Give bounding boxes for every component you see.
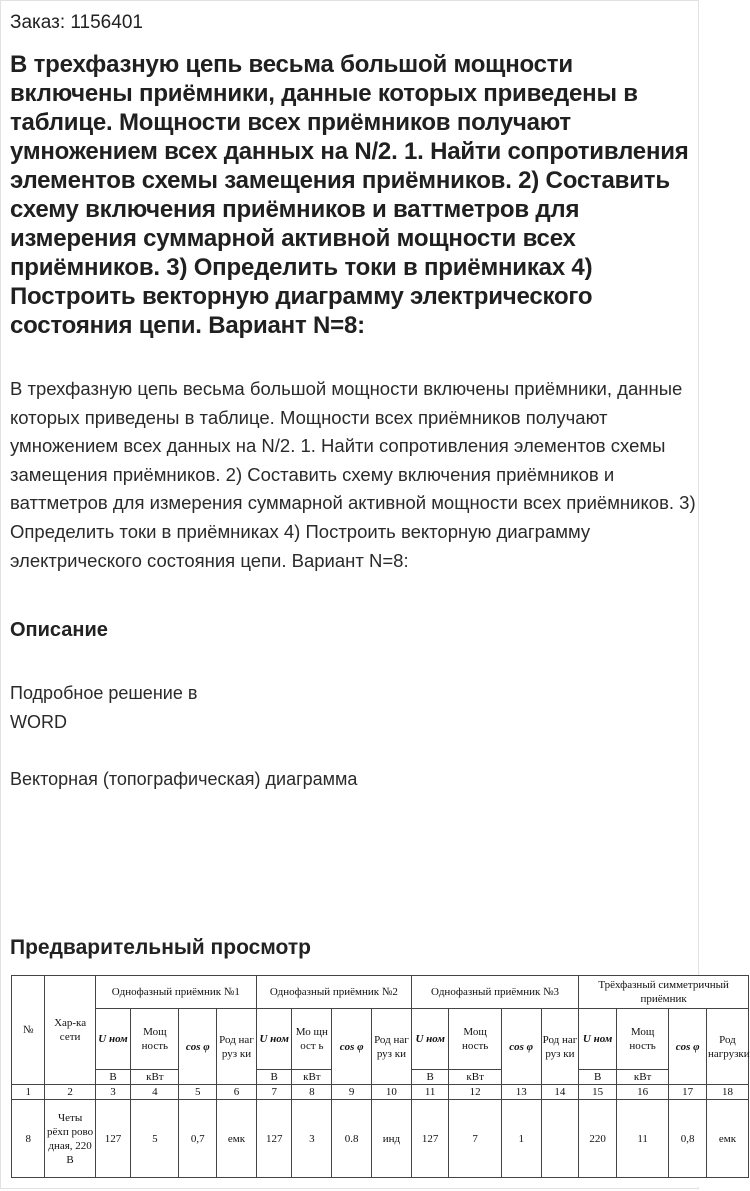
column-number: 17 <box>669 1085 707 1100</box>
header-voltage: U ном <box>411 1009 449 1070</box>
description-line: Векторная (топографическая) диаграмма <box>10 769 358 789</box>
order-number: Заказ: 1156401 <box>10 12 143 33</box>
column-number: 10 <box>372 1085 412 1100</box>
column-number: 2 <box>45 1085 95 1100</box>
task-text: В трехфазную цепь весьма большой мощности включены приёмники, данные которых приведены в таблице. Мощности всех приёмников получают умножением всех данных на N/2. 1. Найти сопротивления элементов схемы замещения приёмников. 2) Составить схему включения приёмников и ваттметров для измерения суммарной активной мощности всех приёмников. 3) Определить токи в приёмниках 4) Построить векторную диаграмму электрического состояния цепи. Вариант N=8: <box>10 378 696 571</box>
column-number: 7 <box>256 1085 292 1100</box>
group-header: Однофазный приёмник №3 <box>411 976 578 1009</box>
task-heading: В трехфазную цепь весьма большой мощности включены приёмники, данные которых приведены в таблице. Мощности всех приёмников получают умножением всех данных на N/2. 1. Найти сопротивления элементов схемы замещения приёмников. 2) Составить схему включения приёмников и ваттметров для измерения суммарной активной мощности всех приёмников. 3) Определить токи в приёмниках 4) Построить векторную диаграмму электрического состояния цепи. Вариант N=8: <box>10 51 689 339</box>
preview-title: Предварительный просмотр <box>10 936 311 959</box>
description-line: Подробное решение в <box>10 683 198 703</box>
unit-volt: В <box>579 1070 617 1085</box>
table-cell: 5 <box>131 1100 179 1178</box>
header-cosphi: cos φ <box>179 1009 217 1085</box>
unit-volt: В <box>411 1070 449 1085</box>
header-voltage: U ном <box>256 1009 292 1070</box>
header-voltage: U ном <box>579 1009 617 1070</box>
group-header: Однофазный приёмник №2 <box>256 976 411 1009</box>
table-cell: Четы рёхп рово дная, 220 В <box>45 1100 95 1178</box>
unit-kw: кВт <box>292 1070 332 1085</box>
column-number: 1 <box>12 1085 45 1100</box>
column-number: 5 <box>179 1085 217 1100</box>
table-row <box>12 1100 749 1178</box>
column-number: 3 <box>95 1085 131 1100</box>
table-cell: емк <box>706 1100 748 1178</box>
group-header: Трёхфазный симметричный приёмник <box>579 976 749 1009</box>
group-header: Однофазный приёмник №1 <box>95 976 256 1009</box>
column-number: 13 <box>501 1085 541 1100</box>
column-number: 11 <box>411 1085 449 1100</box>
table-cell: 127 <box>411 1100 449 1178</box>
table-cell: 0,8 <box>669 1100 707 1178</box>
unit-volt: В <box>95 1070 131 1085</box>
column-number: 6 <box>217 1085 257 1100</box>
preview-image <box>11 975 750 1187</box>
description-line: WORD <box>10 712 67 732</box>
header-cosphi: cos φ <box>669 1009 707 1085</box>
header-number: № <box>12 976 45 1085</box>
table-cell: 0,7 <box>179 1100 217 1178</box>
description-title: Описание <box>10 619 108 641</box>
variant-table <box>11 975 749 1178</box>
header-voltage: U ном <box>95 1009 131 1070</box>
table-cell: 11 <box>616 1100 668 1178</box>
table-cell: 7 <box>449 1100 501 1178</box>
table-cell: 127 <box>95 1100 131 1178</box>
header-load-type: Род нагрузки <box>706 1009 748 1085</box>
unit-volt: В <box>256 1070 292 1085</box>
unit-kw: кВт <box>131 1070 179 1085</box>
column-number: 16 <box>616 1085 668 1100</box>
table-cell: 1 <box>501 1100 541 1178</box>
table-cell <box>541 1100 579 1178</box>
header-power: Мо щн ост ь <box>292 1009 332 1070</box>
table-cell: емк <box>217 1100 257 1178</box>
column-number: 12 <box>449 1085 501 1100</box>
table-cell: инд <box>372 1100 412 1178</box>
header-cosphi: cos φ <box>501 1009 541 1085</box>
header-power: Мощ ность <box>616 1009 668 1070</box>
header-load-type: Род наг руз ки <box>541 1009 579 1085</box>
header-power: Мощ ность <box>449 1009 501 1070</box>
column-number: 4 <box>131 1085 179 1100</box>
column-number: 15 <box>579 1085 617 1100</box>
table-cell: 127 <box>256 1100 292 1178</box>
header-cosphi: cos φ <box>332 1009 372 1085</box>
header-load-type: Род наг руз ки <box>217 1009 257 1085</box>
table-cell: 8 <box>12 1100 45 1178</box>
header-load-type: Род наг руз ки <box>372 1009 412 1085</box>
unit-kw: кВт <box>616 1070 668 1085</box>
header-power: Мощ ность <box>131 1009 179 1070</box>
column-number: 18 <box>706 1085 748 1100</box>
table-cell: 3 <box>292 1100 332 1178</box>
table-cell: 220 <box>579 1100 617 1178</box>
column-number: 8 <box>292 1085 332 1100</box>
unit-kw: кВт <box>449 1070 501 1085</box>
column-number: 14 <box>541 1085 579 1100</box>
column-number: 9 <box>332 1085 372 1100</box>
table-cell: 0.8 <box>332 1100 372 1178</box>
header-network: Хар-ка сети <box>45 976 95 1085</box>
